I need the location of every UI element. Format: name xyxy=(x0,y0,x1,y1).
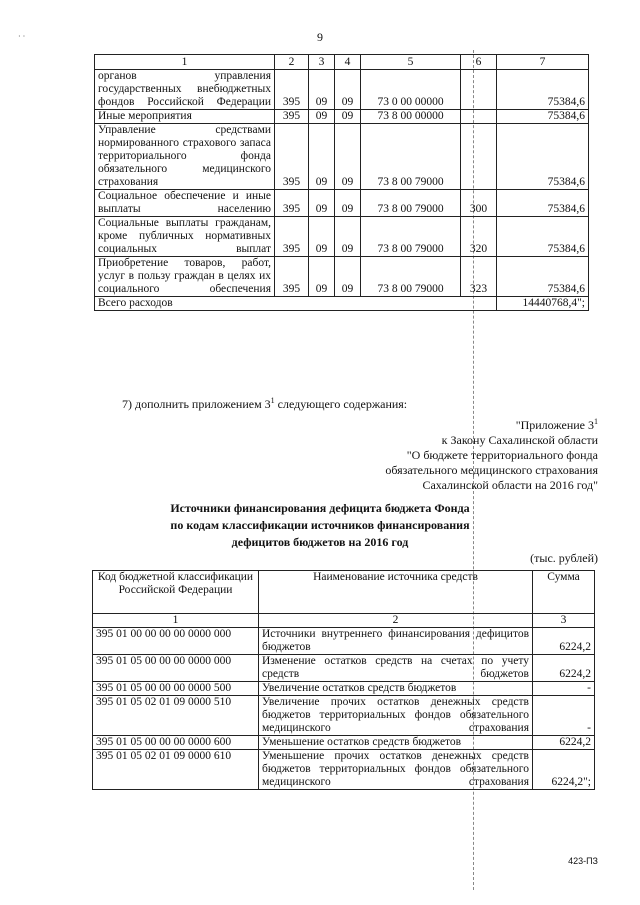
row-name: Приобретение товаров, работ, услуг в пользу граждан в целях их социального обеспечения xyxy=(95,257,275,297)
row-code: 395 01 00 00 00 00 0000 000 xyxy=(93,628,259,655)
row-name: Источники внутреннего финансирования дефицитов бюджетов xyxy=(259,628,533,655)
row-cell: 75384,6 xyxy=(497,70,589,110)
column-number: 3 xyxy=(533,614,595,628)
row-name: органов управления государственных внебюджетных фондов Российской Федерации xyxy=(95,70,275,110)
row-cell: 395 xyxy=(275,110,309,124)
table-row xyxy=(93,696,595,736)
title-line3: дефицитов бюджетов на 2016 год xyxy=(231,535,409,549)
header-name: Наименование источника средств xyxy=(259,571,533,614)
row-cell: 300 xyxy=(461,190,497,217)
row-name: Увеличение остатков средств бюджетов xyxy=(259,682,533,696)
row-cell: 09 xyxy=(335,190,361,217)
row-sum: - xyxy=(533,682,595,696)
header-cell: 1 xyxy=(95,55,275,70)
row-cell: 09 xyxy=(335,217,361,257)
header-cell: 4 xyxy=(335,55,361,70)
row-name: Увеличение прочих остатков денежных средств бюджетов территориальных фондов обязательного медицинского страхования xyxy=(259,696,533,736)
table-row xyxy=(95,124,589,190)
paragraph-tail: следующего содержания: xyxy=(274,397,408,411)
row-cell: 395 xyxy=(275,70,309,110)
margin-marks: · · xyxy=(18,32,26,41)
appendix-line3: "О бюджете территориального фонда xyxy=(406,448,598,462)
row-cell: 09 xyxy=(309,217,335,257)
row-cell: 73 8 00 00000 xyxy=(361,110,461,124)
row-cell: 395 xyxy=(275,257,309,297)
appendix-sup: 1 xyxy=(594,417,598,426)
row-cell: 75384,6 xyxy=(497,257,589,297)
appendix-line2: к Закону Сахалинской области xyxy=(441,433,598,447)
header-cell: 5 xyxy=(361,55,461,70)
row-cell: 73 8 00 79000 xyxy=(361,124,461,190)
row-name: Изменение остатков средств на счетах по учету средств бюджетов xyxy=(259,655,533,682)
expenses-table xyxy=(94,54,589,311)
row-cell: 395 xyxy=(275,124,309,190)
header-cell: 3 xyxy=(309,55,335,70)
row-cell: 09 xyxy=(309,257,335,297)
row-cell xyxy=(461,124,497,190)
row-name: Социальное обеспечение и иные выплаты населению xyxy=(95,190,275,217)
row-cell: 320 xyxy=(461,217,497,257)
row-cell: 395 xyxy=(275,190,309,217)
row-cell: 09 xyxy=(309,110,335,124)
row-cell: 75384,6 xyxy=(497,110,589,124)
row-name: Уменьшение прочих остатков денежных средств бюджетов территориальных фондов обязательного медицинского страхования xyxy=(259,750,533,790)
row-name: Социальные выплаты гражданам, кроме публичных нормативных социальных выплат xyxy=(95,217,275,257)
row-cell: 09 xyxy=(335,124,361,190)
row-cell: 73 8 00 79000 xyxy=(361,257,461,297)
appendix-line1: "Приложение 3 xyxy=(515,418,594,432)
paragraph-text: 7) дополнить приложением 3 xyxy=(122,397,271,411)
row-cell xyxy=(461,110,497,124)
header-code: Код бюджетной классификации Российской Федерации xyxy=(93,571,259,614)
row-cell: 09 xyxy=(309,190,335,217)
document-title xyxy=(0,500,640,551)
unit-label: (тыс. рублей) xyxy=(530,551,598,565)
row-cell: 73 8 00 79000 xyxy=(361,190,461,217)
row-sum: - xyxy=(533,696,595,736)
row-sum: 6224,2 xyxy=(533,628,595,655)
row-code: 395 01 05 02 01 09 0000 610 xyxy=(93,750,259,790)
title-line1: Источники финансирования дефицита бюджета Фонда xyxy=(170,501,470,515)
total-row xyxy=(95,297,589,311)
table-row xyxy=(95,70,589,110)
row-sum: 6224,2 xyxy=(533,655,595,682)
total-value: 14440768,4"; xyxy=(497,297,589,311)
sources-table xyxy=(92,570,595,790)
row-cell: 75384,6 xyxy=(497,190,589,217)
amendment-paragraph xyxy=(122,396,407,412)
row-cell: 73 0 00 00000 xyxy=(361,70,461,110)
header-cell: 2 xyxy=(275,55,309,70)
row-cell: 75384,6 xyxy=(497,217,589,257)
header-cell: 6 xyxy=(461,55,497,70)
column-number: 2 xyxy=(259,614,533,628)
table-row xyxy=(93,736,595,750)
row-code: 395 01 05 02 01 09 0000 510 xyxy=(93,696,259,736)
title-line2: по кодам классификации источников финансирования xyxy=(170,518,470,532)
row-sum: 6224,2 xyxy=(533,736,595,750)
table-row xyxy=(93,682,595,696)
header-sum: Сумма xyxy=(533,571,595,614)
table-row xyxy=(93,655,595,682)
row-code: 395 01 05 00 00 00 0000 000 xyxy=(93,655,259,682)
row-cell: 09 xyxy=(335,257,361,297)
paragraph-sup: 1 xyxy=(270,396,275,405)
appendix-line4: обязательного медицинского страхования xyxy=(385,463,598,477)
row-cell: 09 xyxy=(309,70,335,110)
row-cell xyxy=(461,70,497,110)
row-code: 395 01 05 00 00 00 0000 600 xyxy=(93,736,259,750)
page-number: 9 xyxy=(317,30,323,44)
row-name: Уменьшение остатков средств бюджетов xyxy=(259,736,533,750)
row-cell: 323 xyxy=(461,257,497,297)
header-cell: 7 xyxy=(497,55,589,70)
table-row xyxy=(95,257,589,297)
table-row xyxy=(95,110,589,124)
table-row xyxy=(95,190,589,217)
total-label: Всего расходов xyxy=(95,297,497,311)
table-row xyxy=(93,628,595,655)
footer-code: 423-ПЗ xyxy=(568,856,598,866)
row-code: 395 01 05 00 00 00 0000 500 xyxy=(93,682,259,696)
row-name: Управление средствами нормированного страхового запаса территориального фонда обязательного медицинского страхования xyxy=(95,124,275,190)
row-cell: 395 xyxy=(275,217,309,257)
table-header-row xyxy=(93,571,595,614)
row-cell: 09 xyxy=(335,110,361,124)
table-header-row xyxy=(95,55,589,70)
table-row xyxy=(95,217,589,257)
row-cell: 09 xyxy=(309,124,335,190)
row-cell: 09 xyxy=(335,70,361,110)
table-row xyxy=(93,750,595,790)
column-number-row xyxy=(93,614,595,628)
row-cell: 75384,6 xyxy=(497,124,589,190)
row-name: Иные мероприятия xyxy=(95,110,275,124)
row-cell: 73 8 00 79000 xyxy=(361,217,461,257)
appendix-line5: Сахалинской области на 2016 год" xyxy=(422,478,598,492)
row-sum: 6224,2"; xyxy=(533,750,595,790)
appendix-line xyxy=(385,414,598,433)
appendix-heading xyxy=(385,414,598,493)
column-number: 1 xyxy=(93,614,259,628)
